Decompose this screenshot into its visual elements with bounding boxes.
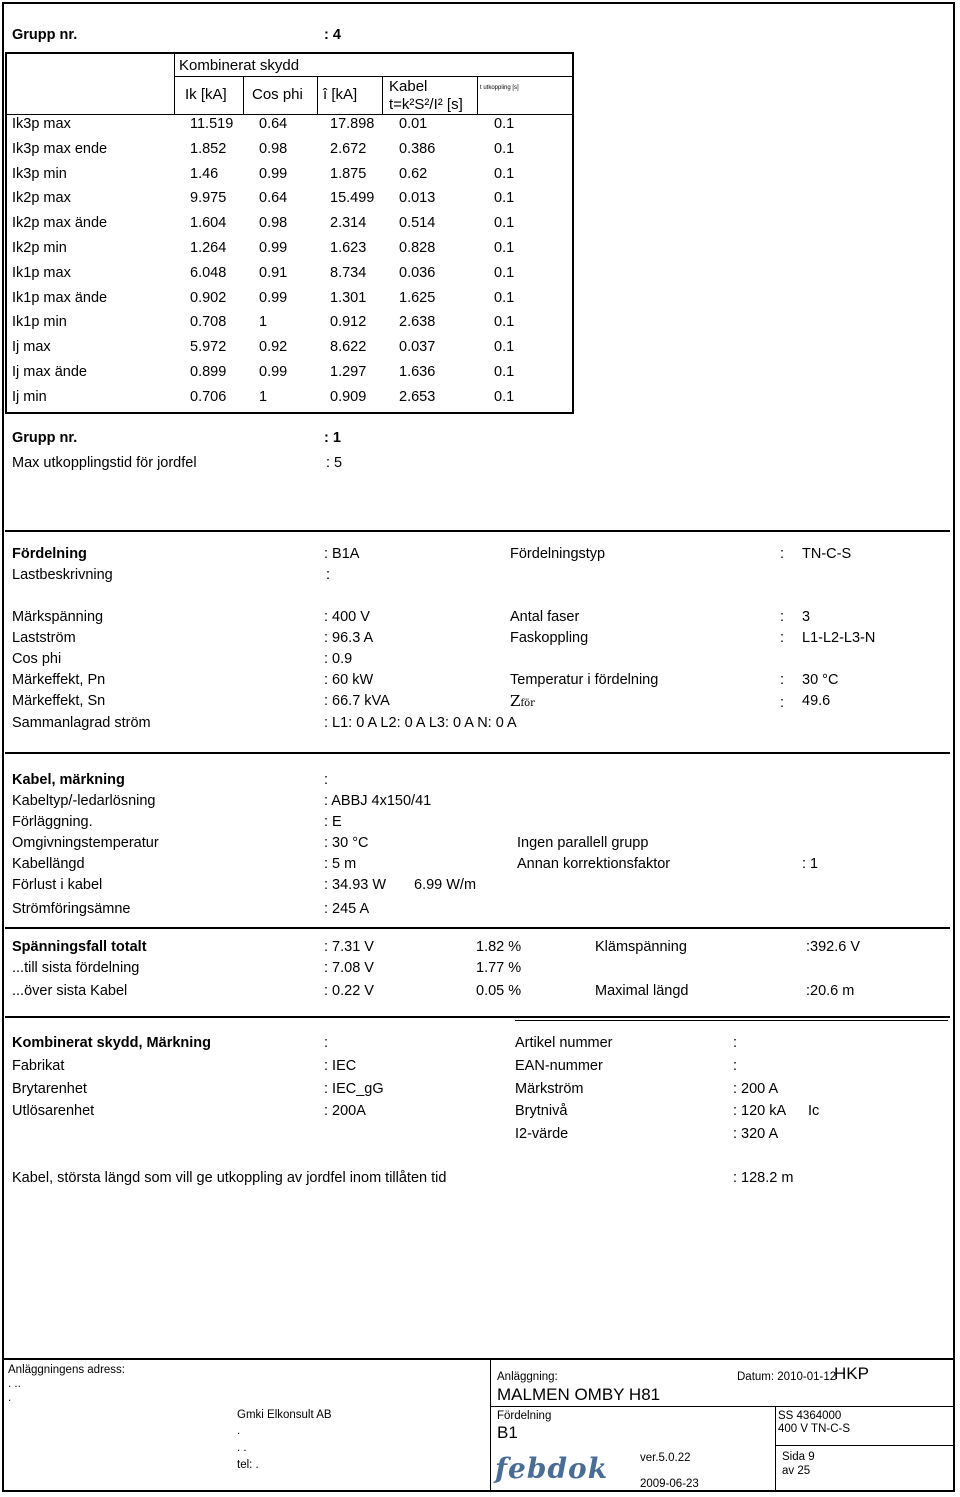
- table-cell: 1: [259, 388, 268, 405]
- brytarenhet-value: : IEC_gG: [324, 1081, 384, 1097]
- col-kabel-formula: t=k²S²/I² [s]: [389, 96, 463, 113]
- max-utkoppling-label: Max utkopplingstid för jordfel: [12, 455, 197, 471]
- fabrikat-label: Fabrikat: [12, 1058, 65, 1074]
- klamspanning-label: Klämspänning: [595, 939, 687, 955]
- table-cell: 0.1: [494, 215, 515, 232]
- table-cell: 0.828: [399, 240, 436, 256]
- kabellangd-label: Kabellängd: [12, 856, 85, 872]
- table-cell: 0.706: [190, 388, 227, 405]
- table-row: [7, 314, 572, 338]
- cos-phi-value: : 0.9: [324, 651, 353, 667]
- table-cell: 1.625: [399, 289, 436, 306]
- adress-line1: . ..: [8, 1378, 21, 1390]
- brytniva-value: : 120 kA: [733, 1103, 787, 1119]
- table-cell: 1.875: [330, 165, 367, 182]
- i2-value: : 320 A: [733, 1126, 779, 1142]
- markspanning-label: Märkspänning: [12, 609, 104, 625]
- max-utkoppling-value: : 5: [326, 455, 343, 471]
- utlosarenhet-label: Utlösarenhet: [12, 1103, 95, 1119]
- utlosarenhet-value: : 200A: [324, 1103, 366, 1119]
- fordelning-value: : B1A: [324, 546, 360, 562]
- table-cell: 0.514: [399, 215, 436, 232]
- table-cell: 0.1: [494, 190, 515, 207]
- cos-phi-label: Cos phi: [12, 651, 62, 667]
- row-label: Ik3p max: [12, 116, 71, 132]
- table-cell: 0.386: [399, 140, 436, 157]
- table-cell: 0.1: [494, 314, 515, 331]
- z-for-label: Zför: [510, 692, 535, 710]
- table-cell: 0.64: [259, 116, 288, 132]
- col-i-peak: î [kA]: [323, 86, 358, 103]
- brytniva-unit: Ic: [808, 1103, 820, 1119]
- fabrikat-value: : IEC: [324, 1058, 357, 1074]
- anlaggning-value: MALMEN OMBY H81: [497, 1385, 661, 1404]
- table-cell: 0.909: [330, 388, 367, 405]
- ean-value: :: [733, 1058, 738, 1074]
- faskoppling-label: Faskoppling: [510, 630, 589, 646]
- sida: Sida 9: [782, 1451, 815, 1463]
- fordelning-footer-label: Fördelning: [497, 1410, 552, 1422]
- table-cell: 8.734: [330, 264, 367, 281]
- table-cell: 1.264: [190, 240, 227, 256]
- standard: SS 4364000: [778, 1410, 842, 1422]
- brytarenhet-label: Brytarenhet: [12, 1081, 87, 1097]
- spanningsfall-label: Spänningsfall totalt: [12, 939, 147, 955]
- sista-fordelning-pct: 1.77 %: [476, 960, 522, 976]
- table-cell: 0.013: [399, 190, 436, 207]
- company-line2: . .: [237, 1442, 247, 1454]
- table-row: [7, 240, 572, 264]
- i2-label: I2-värde: [515, 1126, 569, 1142]
- storsta-langd-label: Kabel, största längd som vill ge utkoppling av jordfel inom tillåten tid: [12, 1170, 447, 1186]
- laststrom-label: Lastström: [12, 630, 76, 646]
- adress-label: Anläggningens adress:: [8, 1364, 125, 1376]
- short-circuit-table: [5, 52, 574, 414]
- row-label: Ik3p min: [12, 165, 67, 182]
- table-group-header: Kombinerat skydd: [179, 57, 300, 74]
- signature: HKP: [834, 1364, 869, 1383]
- fordelningstyp-colon: :: [780, 546, 785, 562]
- kabellangd-value: : 5 m: [324, 856, 357, 872]
- skydd-title: Kombinerat skydd, Märkning: [12, 1035, 212, 1051]
- markstrom-value: : 200 A: [733, 1081, 779, 1097]
- table-cell: 0.62: [399, 165, 428, 182]
- company-name: Gmki Elkonsult AB: [237, 1409, 332, 1421]
- table-cell: 0.1: [494, 364, 515, 380]
- table-cell: 9.975: [190, 190, 227, 207]
- omgivning-value: : 30 °C: [324, 835, 369, 851]
- faskoppling-colon: :: [780, 630, 785, 646]
- table-row: [7, 290, 572, 314]
- kabel-title: Kabel, märkning: [12, 772, 125, 788]
- table-row: [7, 190, 572, 214]
- fordelningstyp-label: Fördelningstyp: [510, 546, 606, 562]
- table-cell: 0.99: [259, 364, 288, 380]
- sista-kabel-label: ...över sista Kabel: [12, 983, 128, 999]
- table-cell: 0.036: [399, 264, 436, 281]
- table-cell: 0.99: [259, 289, 288, 306]
- sida-av: av 25: [782, 1465, 811, 1477]
- table-cell: 0.92: [259, 339, 288, 356]
- kabel-title-colon: :: [324, 772, 329, 788]
- maximal-langd-value: :20.6 m: [806, 983, 855, 999]
- korrektion-value: : 1: [802, 856, 819, 872]
- table-cell: 0.1: [494, 116, 515, 132]
- antal-faser-value: 3: [802, 609, 811, 625]
- row-label: Ik1p max ände: [12, 289, 108, 306]
- table-cell: 5.972: [190, 339, 227, 356]
- table-cell: 11.519: [190, 116, 234, 132]
- faskoppling-value: L1-L2-L3-N: [802, 630, 876, 646]
- z-for-value: 49.6: [802, 693, 831, 709]
- table-cell: 1.623: [330, 240, 367, 256]
- sista-kabel-pct: 0.05 %: [476, 983, 522, 999]
- table-row: [7, 389, 572, 413]
- table-cell: 0.98: [259, 215, 288, 232]
- sammanlagrad-label: Sammanlagrad ström: [12, 715, 151, 731]
- version-date: 2009-06-23: [640, 1478, 699, 1490]
- table-cell: 0.037: [399, 339, 436, 356]
- row-label: Ik2p max ände: [12, 215, 108, 232]
- col-t-utkoppling: t utkoppling [s]: [480, 85, 519, 91]
- markeffekt-pn-label: Märkeffekt, Pn: [12, 672, 106, 688]
- forlust-value: : 34.93 W: [324, 877, 387, 893]
- table-cell: 0.1: [494, 289, 515, 306]
- table-cell: 0.912: [330, 314, 367, 331]
- forlust-label: Förlust i kabel: [12, 877, 103, 893]
- markeffekt-pn-value: : 60 kW: [324, 672, 374, 688]
- kabeltyp-label: Kabeltyp/-ledarlösning: [12, 793, 156, 809]
- storsta-langd-value: : 128.2 m: [733, 1170, 794, 1186]
- table-cell: 2.638: [399, 314, 436, 331]
- korrektion-label: Annan korrektionsfaktor: [517, 856, 671, 872]
- table-cell: 15.499: [330, 190, 375, 207]
- table-row: [7, 141, 572, 165]
- markstrom-label: Märkström: [515, 1081, 584, 1097]
- group1-value: : 1: [324, 430, 341, 446]
- spanningsfall-pct: 1.82 %: [476, 939, 522, 955]
- row-label: Ij max: [12, 339, 51, 356]
- table-row: [7, 364, 572, 388]
- row-label: Ik3p max ende: [12, 140, 108, 157]
- anlaggning-label: Anläggning:: [497, 1371, 558, 1383]
- table-cell: 2.314: [330, 215, 367, 232]
- table-cell: 6.048: [190, 264, 227, 281]
- spanningsfall-value: : 7.31 V: [324, 939, 374, 955]
- sammanlagrad-value: : L1: 0 A L2: 0 A L3: 0 A N: 0 A: [324, 715, 517, 731]
- fordelningstyp-value: TN-C-S: [802, 546, 852, 562]
- table-cell: 0.708: [190, 314, 227, 331]
- datum: Datum: 2010-01-12: [737, 1371, 837, 1383]
- table-cell: 1.852: [190, 140, 227, 157]
- version: ver.5.0.22: [640, 1452, 691, 1464]
- temperatur-label: Temperatur i fördelning: [510, 672, 659, 688]
- lastbeskrivning-label: Lastbeskrivning: [12, 567, 113, 583]
- row-label: Ik2p max: [12, 190, 71, 207]
- table-cell: 8.622: [330, 339, 367, 356]
- klamspanning-value: :392.6 V: [806, 939, 861, 955]
- ean-label: EAN-nummer: [515, 1058, 603, 1074]
- stromforing-label: Strömföringsämne: [12, 901, 131, 917]
- forlaggning-value: : E: [324, 814, 342, 830]
- group-label: Grupp nr.: [12, 27, 78, 43]
- skydd-title-colon: :: [324, 1035, 329, 1051]
- artikel-value: :: [733, 1035, 738, 1051]
- table-row: [7, 339, 572, 363]
- markeffekt-sn-label: Märkeffekt, Sn: [12, 693, 106, 709]
- table-row: [7, 166, 572, 190]
- antal-faser-label: Antal faser: [510, 609, 580, 625]
- table-cell: 0.1: [494, 140, 515, 157]
- table-cell: 0.91: [259, 264, 288, 281]
- group1-label: Grupp nr.: [12, 430, 78, 446]
- table-row: [7, 215, 572, 239]
- table-cell: 0.1: [494, 264, 515, 281]
- laststrom-value: : 96.3 A: [324, 630, 374, 646]
- company-tel: tel: .: [237, 1459, 259, 1471]
- parallel-text: Ingen parallell grupp: [517, 835, 649, 851]
- table-cell: 1.46: [190, 165, 219, 182]
- forlust-per-m: 6.99 W/m: [414, 877, 477, 893]
- maximal-langd-label: Maximal längd: [595, 983, 689, 999]
- col-kabel: Kabel: [389, 78, 428, 95]
- row-label: Ik1p max: [12, 264, 71, 281]
- sista-kabel-value: : 0.22 V: [324, 983, 374, 999]
- sista-fordelning-label: ...till sista fördelning: [12, 960, 140, 976]
- table-cell: 0.99: [259, 165, 288, 182]
- row-label: Ij max ände: [12, 364, 87, 380]
- table-cell: 0.01: [399, 116, 428, 132]
- table-cell: 0.902: [190, 289, 227, 306]
- table-cell: 1.297: [330, 364, 367, 380]
- col-cos-phi: Cos phi: [252, 86, 303, 103]
- fordelning-footer-value: B1: [497, 1423, 518, 1442]
- table-cell: 0.98: [259, 140, 288, 157]
- table-cell: 0.1: [494, 240, 515, 256]
- kabeltyp-value: : ABBJ 4x150/41: [324, 793, 432, 809]
- stromforing-value: : 245 A: [324, 901, 370, 917]
- antal-faser-colon: :: [780, 609, 785, 625]
- fordelning-label: Fördelning: [12, 546, 87, 562]
- row-label: Ik2p min: [12, 240, 67, 256]
- system: 400 V TN-C-S: [778, 1423, 851, 1435]
- group-value: : 4: [324, 27, 341, 43]
- table-cell: 17.898: [330, 116, 375, 132]
- forlaggning-label: Förläggning.: [12, 814, 93, 830]
- table-cell: 2.653: [399, 388, 436, 405]
- table-cell: 0.99: [259, 240, 288, 256]
- table-row: [7, 116, 572, 140]
- table-row: [7, 265, 572, 289]
- table-cell: 0.1: [494, 388, 515, 405]
- z-for-colon: :: [780, 695, 785, 711]
- temperatur-value: 30 °C: [802, 672, 839, 688]
- omgivning-label: Omgivningstemperatur: [12, 835, 159, 851]
- table-cell: 0.1: [494, 339, 515, 356]
- adress-line2: .: [8, 1392, 12, 1404]
- markeffekt-sn-value: : 66.7 kVA: [324, 693, 390, 709]
- brytniva-label: Brytnivå: [515, 1103, 568, 1119]
- table-cell: 1: [259, 314, 268, 331]
- lastbeskrivning-value: :: [326, 567, 331, 583]
- col-ik: Ik [kA]: [185, 86, 227, 103]
- row-label: Ik1p min: [12, 314, 67, 331]
- table-cell: 2.672: [330, 140, 367, 157]
- sista-fordelning-value: : 7.08 V: [324, 960, 374, 976]
- temperatur-colon: :: [780, 672, 785, 688]
- row-label: Ij min: [12, 388, 47, 405]
- febdok-logo: febdok: [495, 1452, 609, 1485]
- table-cell: 1.604: [190, 215, 227, 232]
- table-cell: 1.636: [399, 364, 436, 380]
- table-cell: 0.64: [259, 190, 288, 207]
- table-cell: 0.899: [190, 364, 227, 380]
- table-cell: 0.1: [494, 165, 515, 182]
- table-cell: 1.301: [330, 289, 367, 306]
- markspanning-value: : 400 V: [324, 609, 370, 625]
- artikel-label: Artikel nummer: [515, 1035, 613, 1051]
- company-line1: .: [237, 1425, 241, 1437]
